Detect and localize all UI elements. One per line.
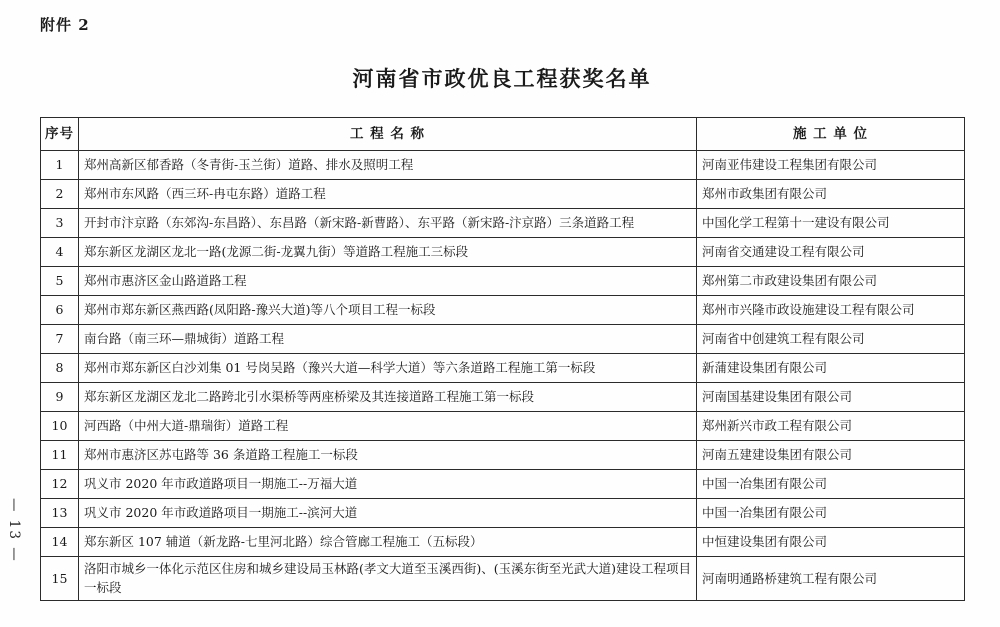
table-header-row	[41, 118, 965, 151]
row-serial-number: 6	[41, 296, 79, 325]
table-row	[41, 151, 965, 180]
row-project-name: 郑州市郑东新区燕西路(凤阳路-豫兴大道)等八个项目工程一标段	[79, 296, 697, 325]
row-serial-number: 7	[41, 325, 79, 354]
row-company-name: 中国化学工程第十一建设有限公司	[697, 209, 965, 238]
row-company-name: 郑州市政集团有限公司	[697, 180, 965, 209]
row-company-name: 新蒲建设集团有限公司	[697, 354, 965, 383]
row-project-name: 郑东新区龙湖区龙北一路(龙源二街-龙翼九街）等道路工程施工三标段	[79, 238, 697, 267]
row-serial-number: 9	[41, 383, 79, 412]
row-company-name: 中恒建设集团有限公司	[697, 528, 965, 557]
table-row	[41, 325, 965, 354]
row-serial-number: 13	[41, 499, 79, 528]
table-row	[41, 209, 965, 238]
row-serial-number: 5	[41, 267, 79, 296]
row-project-name: 郑东新区 107 辅道（新龙路-七里河北路）综合管廊工程施工（五标段）	[79, 528, 697, 557]
table-row	[41, 267, 965, 296]
row-project-name: 开封市汴京路（东郊沟-东昌路）、东昌路（新宋路-新曹路）、东平路（新宋路-汴京路）三条道路工程	[79, 209, 697, 238]
table-row	[41, 296, 965, 325]
page-title: 河南省市政优良工程获奖名单	[352, 66, 652, 91]
table-row	[41, 499, 965, 528]
award-table	[40, 117, 965, 601]
row-company-name: 中国一冶集团有限公司	[697, 470, 965, 499]
row-company-name: 郑州第二市政建设集团有限公司	[697, 267, 965, 296]
row-company-name: 河南明通路桥建筑工程有限公司	[697, 557, 965, 601]
table-row	[41, 470, 965, 499]
row-serial-number: 11	[41, 441, 79, 470]
row-serial-number: 10	[41, 412, 79, 441]
table-row	[41, 354, 965, 383]
table-row	[41, 180, 965, 209]
row-project-name: 洛阳市城乡一体化示范区住房和城乡建设局玉林路(孝文大道至玉溪西街)、(玉溪东街至光武大道)建设工程项目一标段	[79, 557, 697, 601]
row-project-name: 巩义市 2020 年市政道路项目一期施工--滨河大道	[79, 499, 697, 528]
row-serial-number: 14	[41, 528, 79, 557]
row-project-name: 郑州高新区郁香路（冬青街-玉兰街）道路、排水及照明工程	[79, 151, 697, 180]
header-construction-unit: 施 工 单 位	[697, 118, 965, 151]
row-company-name: 中国一冶集团有限公司	[697, 499, 965, 528]
row-project-name: 南台路（南三环—鼎城街）道路工程	[79, 325, 697, 354]
table-row	[41, 412, 965, 441]
header-serial-number: 序号	[41, 118, 79, 151]
header-project-name: 工 程 名 称	[79, 118, 697, 151]
row-serial-number: 1	[41, 151, 79, 180]
table-row	[41, 238, 965, 267]
table-body	[41, 151, 965, 601]
row-company-name: 河南国基建设集团有限公司	[697, 383, 965, 412]
row-project-name: 郑州市郑东新区白沙刘集 01 号岗吴路（豫兴大道—科学大道）等六条道路工程施工第一标段	[79, 354, 697, 383]
row-company-name: 河南省交通建设工程有限公司	[697, 238, 965, 267]
row-serial-number: 2	[41, 180, 79, 209]
page-number: — 13 —	[6, 497, 22, 563]
table-row	[41, 557, 965, 601]
row-company-name: 河南五建建设集团有限公司	[697, 441, 965, 470]
row-project-name: 郑州市东风路（西三环-冉屯东路）道路工程	[79, 180, 697, 209]
row-serial-number: 12	[41, 470, 79, 499]
row-serial-number: 15	[41, 557, 79, 601]
table-row	[41, 383, 965, 412]
row-company-name: 郑州市兴隆市政设施建设工程有限公司	[697, 296, 965, 325]
row-serial-number: 4	[41, 238, 79, 267]
row-serial-number: 8	[41, 354, 79, 383]
row-project-name: 河西路（中州大道-鼎瑞街）道路工程	[79, 412, 697, 441]
row-company-name: 郑州新兴市政工程有限公司	[697, 412, 965, 441]
table-row	[41, 441, 965, 470]
row-project-name: 巩义市 2020 年市政道路项目一期施工--万福大道	[79, 470, 697, 499]
row-company-name: 河南省中创建筑工程有限公司	[697, 325, 965, 354]
row-project-name: 郑州市惠济区苏屯路等 36 条道路工程施工一标段	[79, 441, 697, 470]
row-project-name: 郑东新区龙湖区龙北二路跨北引水渠桥等两座桥梁及其连接道路工程施工第一标段	[79, 383, 697, 412]
row-serial-number: 3	[41, 209, 79, 238]
attachment-label: 附件 2	[40, 16, 90, 34]
table-row	[41, 528, 965, 557]
row-project-name: 郑州市惠济区金山路道路工程	[79, 267, 697, 296]
row-company-name: 河南亚伟建设工程集团有限公司	[697, 151, 965, 180]
